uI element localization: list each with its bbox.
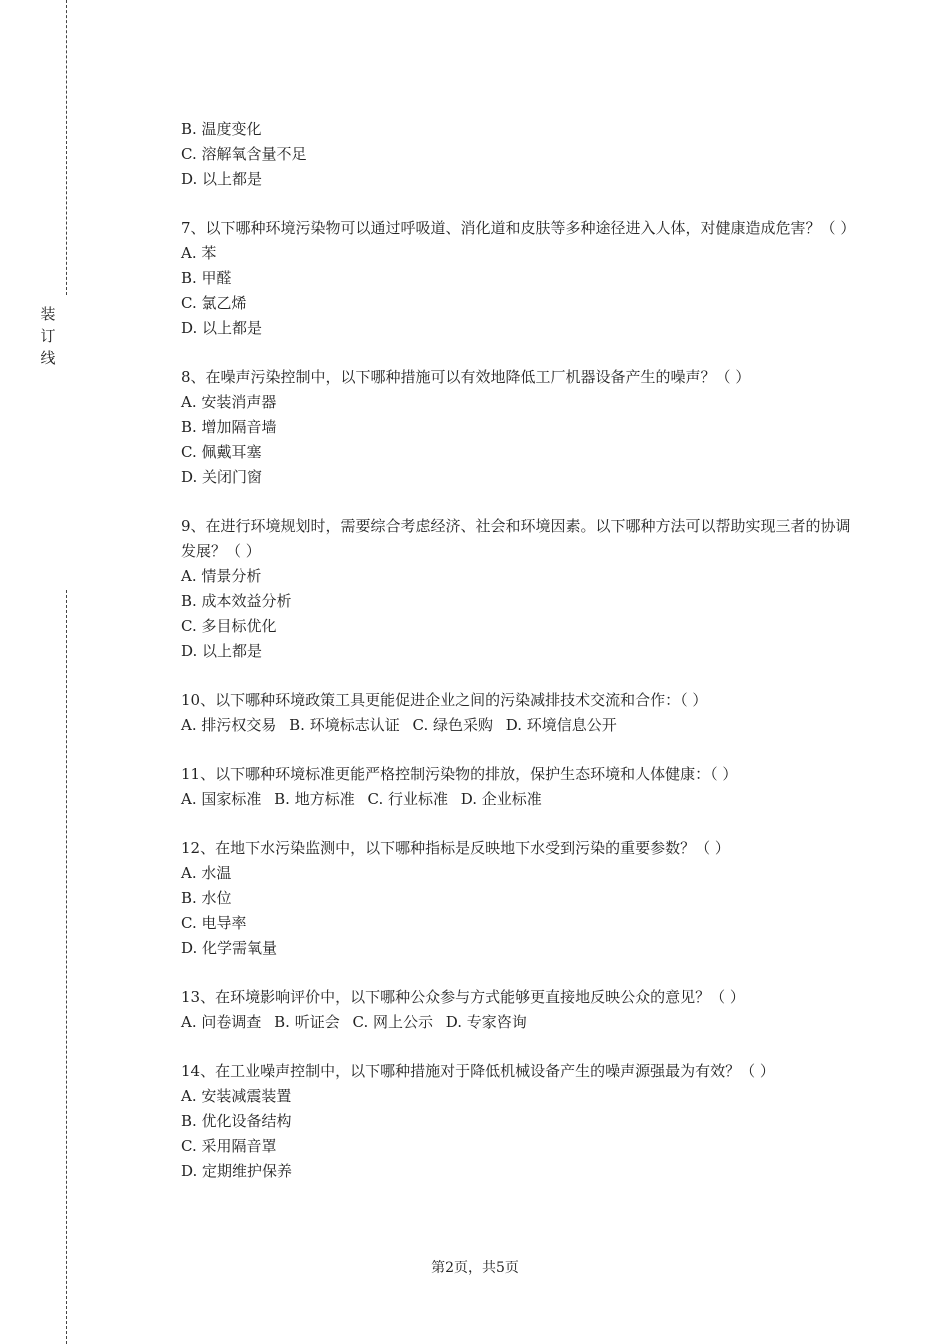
question-14	[181, 1059, 851, 1184]
option: C. 溶解氧含量不足	[181, 145, 307, 163]
option: D. 以上都是	[181, 170, 263, 188]
binding-label-char: 线	[40, 349, 56, 367]
question-stem: 11、以下哪种环境标准更能严格控制污染物的排放，保护生态环境和人体健康：（ ）	[181, 765, 738, 783]
option: A. 问卷调查	[181, 1013, 262, 1031]
option: A. 水温	[181, 864, 232, 882]
question-11	[181, 762, 851, 812]
option: D. 以上都是	[181, 319, 263, 337]
option: C. 绿色采购	[412, 716, 493, 734]
option: B. 甲醛	[181, 269, 232, 287]
option: C. 多目标优化	[181, 617, 277, 635]
option: D. 企业标准	[460, 790, 542, 808]
question-list	[181, 117, 856, 1208]
question-12	[181, 836, 851, 961]
question-stem: 13、在环境影响评价中，以下哪种公众参与方式能够更直接地反映公众的意见？（ ）	[181, 988, 745, 1006]
binding-label-char: 订	[40, 327, 56, 345]
option: A. 安装减震装置	[181, 1087, 292, 1105]
option: D. 专家咨询	[445, 1013, 527, 1031]
binding-line-bottom	[66, 590, 67, 1344]
continued-question	[181, 117, 851, 192]
option: C. 网上公示	[352, 1013, 433, 1031]
question-stem: 8、在噪声污染控制中，以下哪种措施可以有效地降低工厂机器设备产生的噪声？（ ）	[181, 368, 751, 386]
question-stem: 10、以下哪种环境政策工具更能促进企业之间的污染减排技术交流和合作：（ ）	[181, 691, 708, 709]
question-stem: 12、在地下水污染监测中，以下哪种指标是反映地下水受到污染的重要参数？（ ）	[181, 839, 730, 857]
question-9	[181, 514, 851, 664]
option: C. 电导率	[181, 914, 247, 932]
option: B. 优化设备结构	[181, 1112, 292, 1130]
option: B. 听证会	[274, 1013, 340, 1031]
option: D. 以上都是	[181, 642, 263, 660]
option: B. 增加隔音墙	[181, 418, 277, 436]
question-stem: 7、以下哪种环境污染物可以通过呼吸道、消化道和皮肤等多种途径进入人体，对健康造成危害？（ ）	[181, 219, 856, 237]
question-7	[181, 216, 856, 341]
binding-label-char: 装	[40, 305, 56, 323]
inline-options	[181, 713, 851, 738]
question-13	[181, 985, 851, 1035]
option: B. 温度变化	[181, 120, 262, 138]
option: C. 行业标准	[367, 790, 448, 808]
option: C. 氯乙烯	[181, 294, 247, 312]
option: A. 情景分析	[181, 567, 262, 585]
question-stem: 9、在进行环境规划时，需要综合考虑经济、社会和环境因素。以下哪种方法可以帮助实现三者的协调发展？（ ）	[181, 517, 851, 560]
option: D. 关闭门窗	[181, 468, 263, 486]
option: D. 定期维护保养	[181, 1162, 293, 1180]
binding-line-top	[66, 0, 67, 295]
option: B. 成本效益分析	[181, 592, 292, 610]
page-number: 第2页，共5页	[431, 1260, 519, 1276]
option: C. 佩戴耳塞	[181, 443, 262, 461]
question-8	[181, 365, 851, 490]
option: A. 国家标准	[181, 790, 262, 808]
option: A. 安装消声器	[181, 393, 277, 411]
option: B. 水位	[181, 889, 232, 907]
option: C. 采用隔音罩	[181, 1137, 277, 1155]
option: D. 环境信息公开	[505, 716, 617, 734]
option: B. 地方标准	[274, 790, 355, 808]
binding-label	[38, 303, 58, 369]
inline-options	[181, 787, 851, 812]
question-10	[181, 688, 851, 738]
option: B. 环境标志认证	[289, 716, 400, 734]
question-stem: 14、在工业噪声控制中，以下哪种措施对于降低机械设备产生的噪声源强最为有效？（ ）	[181, 1062, 775, 1080]
option: D. 化学需氧量	[181, 939, 278, 957]
option: A. 排污权交易	[181, 716, 277, 734]
inline-options	[181, 1010, 851, 1035]
option: A. 苯	[181, 244, 217, 262]
